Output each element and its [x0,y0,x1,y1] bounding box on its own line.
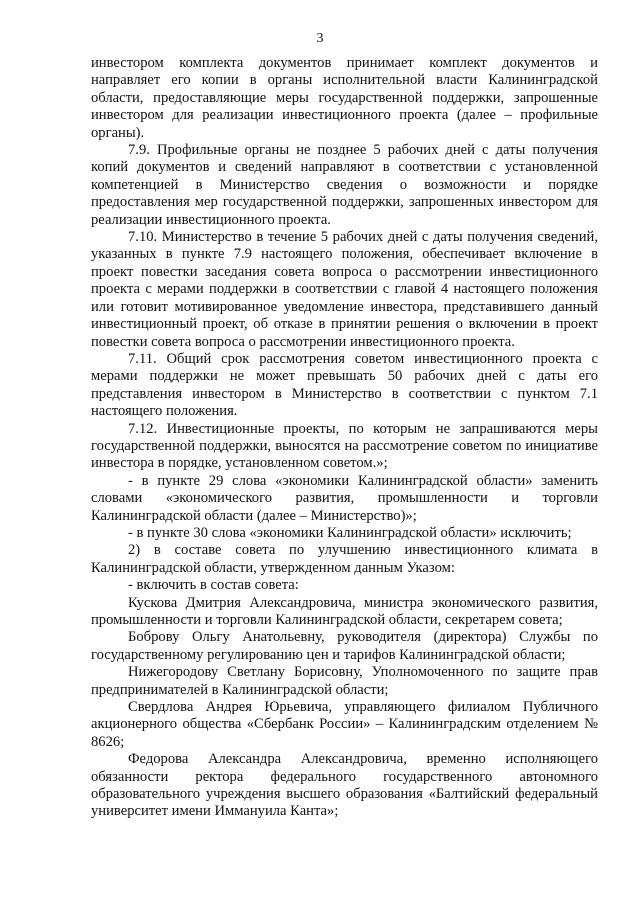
paragraph: 7.9. Профильные органы не позднее 5 рабочих дней с даты получения копий документов и сведений направляют в соответствии с установленной компетенцией в Министерство сведения о возможности и порядке предоставления мер государственной поддержки, запрошенных инвестором для реализации инвестиционного проекта. [91,142,598,228]
document-body [91,55,598,821]
paragraph: 7.10. Министерство в течение 5 рабочих дней с даты получения сведений, указанных в пункте 7.9 настоящего положения, обеспечивает включение в проект повестки заседания совета вопроса о рассмотрении инвестиционного проекта с мерами поддержки в соответствии с главой 4 настоящего положения или готовит мотивированное уведомление инвестора, представившего данный инвестиционный проект, об отказе в принятии решения о включении в проект повестки совета вопроса о рассмотрении инвестиционного проекта. [91,229,598,350]
paragraph: Кускова Дмитрия Александровича, министра экономического развития, промышленности и торговли Калининградской области, секретарем совета; [91,594,598,628]
paragraph: 7.12. Инвестиционные проекты, по которым не запрашиваются меры государственной поддержки, выносятся на рассмотрение советом по инициативе инвестора в порядке, установленном советом.»; [91,420,598,472]
paragraph: инвестором комплекта документов принимает комплект документов и направляет его копии в органы исполнительной власти Калининградской области, предоставляющие меры государственной поддержки, запрошенные инвестором для реализации инвестиционного проекта (далее – профильные органы). [91,55,598,141]
paragraph: 7.11. Общий срок рассмотрения советом инвестиционного проекта с мерами поддержки не может превышать 50 рабочих дней с даты его представления инвестором в Министерство в соответствии с пунктом 7.1 настоящего положения. [91,350,598,420]
paragraph: 2) в составе совета по улучшению инвестиционного климата в Калининградской области, утвержденном данным Указом: [91,542,598,576]
paragraph: Свердлова Андрея Юрьевича, управляющего филиалом Публичного акционерного общества «Сбербанк России» – Калининградским отделением № 8626; [91,699,598,750]
paragraph: Федорова Александра Александровича, временно исполняющего обязанности ректора федерального государственного автономного образовательного учреждения высшего образования «Балтийский федеральный университет имени Иммануила Канта»; [91,751,598,820]
page-number: 3 [316,31,324,46]
paragraph: Боброву Ольгу Анатольевну, руководителя (директора) Службы по государственному регулированию цен и тарифов Калининградской области; [91,629,598,663]
paragraph: - в пункте 30 слова «экономики Калининградской области» исключить; [128,524,572,541]
paragraph: - в пункте 29 слова «экономики Калининградской области» заменить словами «экономического развития, промышленности и торговли Калининградской области (далее – Министерство)»; [91,472,598,524]
paragraph: Нижегородову Светлану Борисовну, Уполномоченного по защите прав предпринимателей в Калининградской области; [91,664,598,698]
paragraph: - включить в состав совета: [128,577,299,594]
